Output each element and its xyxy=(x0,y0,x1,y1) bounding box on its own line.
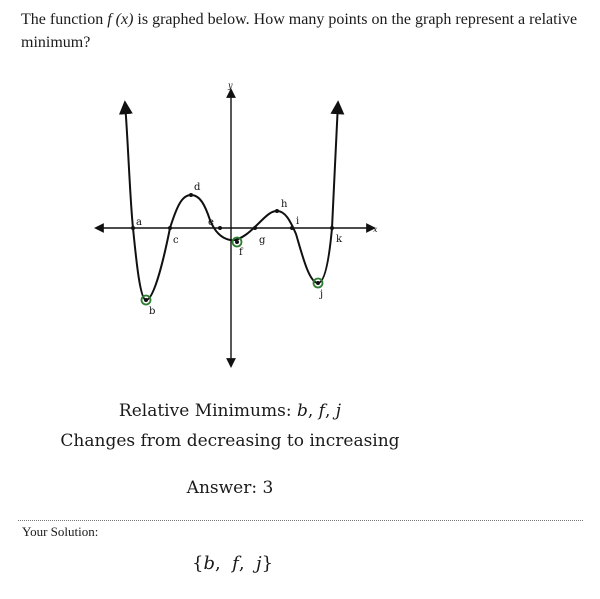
section-divider xyxy=(18,520,583,521)
answer-line xyxy=(0,478,460,498)
function-graph xyxy=(85,78,385,378)
question-text xyxy=(21,8,581,54)
solution-item: j xyxy=(256,553,262,574)
function-notation: f (x) xyxy=(107,11,134,28)
point-g-dot xyxy=(253,226,257,230)
point-label-c: c xyxy=(173,235,179,246)
graph-svg xyxy=(85,78,385,378)
x-axis-label: x xyxy=(373,225,378,234)
point-label-j: j xyxy=(320,289,324,300)
minimum-item: f xyxy=(318,401,325,421)
point-f-dot xyxy=(235,240,239,244)
question-suffix: is graphed below. How many points on the graph represent a relative minimum? xyxy=(21,11,578,51)
point-label-a: a xyxy=(136,217,142,228)
minimum-item: b xyxy=(296,401,308,421)
point-label-b: b xyxy=(149,306,156,317)
solution-close-brace: } xyxy=(261,553,274,574)
solution-open-brace: { xyxy=(192,553,204,574)
reason-line: Changes from decreasing to increasing xyxy=(60,431,400,451)
minimum-item: j xyxy=(335,401,342,421)
relative-minimums-line xyxy=(0,401,460,421)
solution-item: f xyxy=(232,553,239,574)
y-axis-label: y xyxy=(228,81,233,90)
point-label-d: d xyxy=(194,182,201,193)
solution-set: {b, f, j} xyxy=(192,553,274,574)
point-d-dot xyxy=(189,193,193,197)
point-label-k: k xyxy=(336,234,343,245)
solution-item: b xyxy=(203,553,215,574)
point-h-dot xyxy=(275,209,279,213)
minimums-label: Relative Minimums: xyxy=(118,401,297,421)
minimum-separator: , xyxy=(324,401,336,421)
answer-value: 3 xyxy=(262,478,274,498)
point-label-h: h xyxy=(281,199,288,210)
question-prefix: The function xyxy=(21,11,108,28)
point-label-i: i xyxy=(296,216,300,227)
minimum-separator: , xyxy=(307,401,319,421)
point-label-f: f xyxy=(239,247,243,258)
answer-label: Answer: xyxy=(186,478,263,498)
point-j-dot xyxy=(316,281,320,285)
point-label-g: g xyxy=(259,235,266,246)
point-label-e: e xyxy=(208,217,214,228)
point-e-dot xyxy=(218,226,222,230)
point-k-dot xyxy=(330,226,334,230)
point-c-dot xyxy=(168,226,172,230)
point-b-dot xyxy=(144,298,148,302)
point-a-dot xyxy=(131,226,135,230)
point-i-dot xyxy=(290,226,294,230)
solution-label: Your Solution: xyxy=(22,524,99,539)
